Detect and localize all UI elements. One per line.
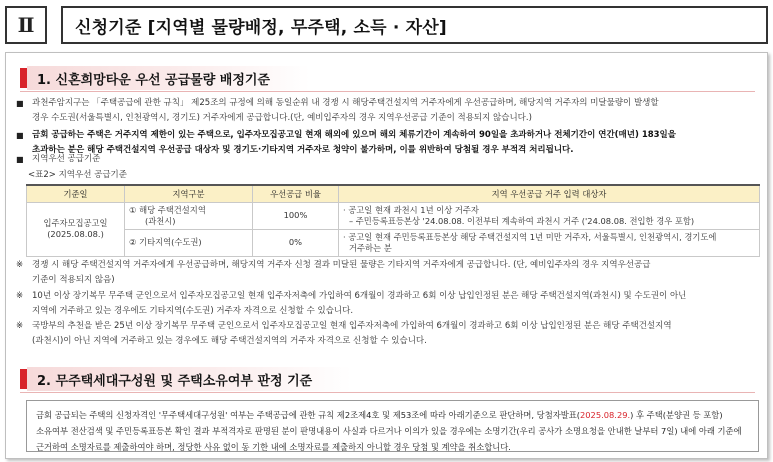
note-mark: ※	[16, 291, 24, 301]
table-row	[27, 202, 760, 229]
target-line: – 주민등록표등본상 '24.08.08. 이전부터 계속하여 과천시 거주 ('24.08.08. 전입한 경우 포함)	[349, 215, 695, 226]
section1-title: 1. 신혼희망타운 우선 공급물량 배정기준	[27, 66, 310, 90]
note-line: 기준이 적용되지 않음)	[32, 275, 115, 285]
ratio-cell: 0%	[253, 229, 339, 256]
bullet-mark: ■	[16, 131, 24, 140]
table-header-row	[27, 185, 760, 202]
criteria-line	[36, 407, 749, 423]
note-line: 지역에 거주하고 있는 경우에도 기타지역(수도권) 거주자 자격으로 신청할 수 있습니다.	[32, 306, 354, 316]
criteria-text: 금회 공급되는 주택의 신청자격인 '무주택세대구성원' 여부는 주택공급에 관한 규칙 제2조제4호 및 제53조에 따라 아래기준으로 판단하며, 당첨자발표(	[36, 410, 580, 420]
chapter-title: 신청기준 [지역별 물량배정, 무주택, 소득 · 자산]	[61, 6, 768, 44]
table-header-cell: 우선공급 비율	[253, 185, 339, 202]
criteria-text: ) 후 주택(분양권 등 포함)	[630, 410, 723, 420]
page-header	[5, 6, 768, 44]
target-cell	[339, 229, 760, 256]
criteria-line: 근거하여 소명자료를 제출하여야 하며, 정당한 사유 없이 동 기한 내에 소명자료를 제출하지 아니할 경우 당첨 및 계약을 취소합니다.	[36, 442, 511, 452]
region-label: ① 해당 주택건설지역	[129, 204, 206, 215]
note-mark: ※	[16, 321, 24, 331]
section1-rule	[20, 91, 755, 92]
section1-heading	[20, 66, 755, 90]
note-military-10y	[32, 289, 762, 319]
paragraph-line: 금회 공급하는 주택은 거주지역 제한이 있는 주택으로, 입주자모집공고일 현재 해외에 있으며 해외 체류기간이 계속하여 90일을 초과하거나 전체기간이 연간(매년) 183일을	[32, 130, 676, 140]
target-line: · 공고일 현재 과천시 1년 이상 거주자	[343, 204, 479, 215]
bullet-mark: ■	[16, 99, 24, 108]
chapter-number: Ⅱ	[5, 6, 47, 44]
paragraph-line: 경우 수도권(서울특별시, 인천광역시, 경기도) 거주자에게 공급합니다.(단, 예비입주자의 경우 지역우선공급 기준이 적용되지 않습니다.)	[32, 113, 532, 123]
region-cell: ② 기타지역(수도권)	[125, 229, 253, 256]
base-date-cell	[27, 202, 125, 256]
note-line: 경쟁 시 해당 주택건설지역 거주자에게 우선공급하며, 해당지역 거주자 신청 결과 미달된 물량은 기타지역 거주자에게 공급합니다. (단, 예비입주자의 경우 지역우선공급	[32, 260, 651, 270]
target-cell	[339, 202, 760, 229]
section2-rule	[20, 392, 755, 393]
note-military-25y	[32, 319, 762, 349]
paragraph-line: 초과하는 분은 해당 주택건설지역 우선공급 대상자 및 경기도·기타지역 거주자로 청약이 불가하며, 이를 위반하여 당첨될 경우 부적격 처리됩니다.	[32, 145, 574, 155]
region-cell	[125, 202, 253, 229]
table-header-cell: 지역 우선공급 거주 입력 대상자	[339, 185, 760, 202]
paragraph-region-criteria: 지역우선 공급기준	[32, 154, 101, 164]
target-line: · 공고일 현재 주민등록표등본상 해당 주택건설지역 1년 미만 거주자, 서울특별시, 인천광역시, 경기도에	[343, 231, 717, 242]
section2-marker	[20, 369, 27, 389]
bullet-mark: ■	[16, 155, 24, 164]
note-mark: ※	[16, 260, 24, 270]
note-line: 국방부의 추천을 받은 25년 이상 장기복무 무주택 군인으로서 입주자모집공고일 현재 입주자저축에 가입하여 6개월이 경과하고 6회 이상 납입인정된 분은 해당 주택건설지역	[32, 321, 672, 331]
section1-marker	[20, 68, 27, 88]
section2-heading	[20, 367, 755, 391]
ratio-cell: 100%	[253, 202, 339, 229]
table-header-cell: 기준일	[27, 185, 125, 202]
region-sub-label: (과천시)	[145, 215, 176, 226]
target-line: 거주하는 분	[349, 242, 392, 253]
note-line: (과천시)이 아닌 지역에 거주하고 있는 경우에도 해당 주택건설지역의 거주자 자격으로 신청할 수 있습니다.	[32, 336, 427, 346]
criteria-line: 소유여부 전산검색 및 주민등록표등본 확인 결과 부적격자로 판명된 분이 판명내용이 사실과 다르거나 이의가 있을 경우에는 소명기간(우리 공사가 소명요청을 안내한 날부터 7일) 내에 아래 기준에	[36, 426, 742, 436]
note-shortfall	[32, 258, 762, 288]
base-date-value: (2025.08.08.)	[47, 229, 104, 239]
base-date-label: 입주자모집공고일	[43, 218, 108, 228]
paragraph-overseas-restriction	[32, 128, 762, 158]
homeless-criteria-box	[26, 400, 759, 452]
announcement-date: 2025.08.29.	[580, 410, 631, 420]
region-priority-table	[26, 184, 760, 257]
section2-title: 2. 무주택세대구성원 및 주택소유여부 판정 기준	[27, 367, 352, 391]
table-header-cell: 지역구분	[125, 185, 253, 202]
content-frame	[5, 52, 768, 459]
paragraph-priority-supply	[32, 96, 762, 126]
table-row	[27, 229, 760, 256]
note-line: 10년 이상 장기복무 무주택 군인으로서 입주자모집공고일 현재 입주자저축에 가입하여 6개월이 경과하고 6회 이상 납입인정된 분은 해당 주택건설지역(과천시) 및 수도권이 아닌	[32, 291, 687, 301]
paragraph-line: 과천주암지구는 「주택공급에 관한 규칙」 제25조의 규정에 의해 동일순위 내 경쟁 시 해당주택건설지역 거주자에게 우선공급하며, 해당지역 거주자의 미달물량이 발생할	[32, 98, 659, 108]
table-caption: <표2> 지역우선 공급기준	[28, 170, 127, 180]
